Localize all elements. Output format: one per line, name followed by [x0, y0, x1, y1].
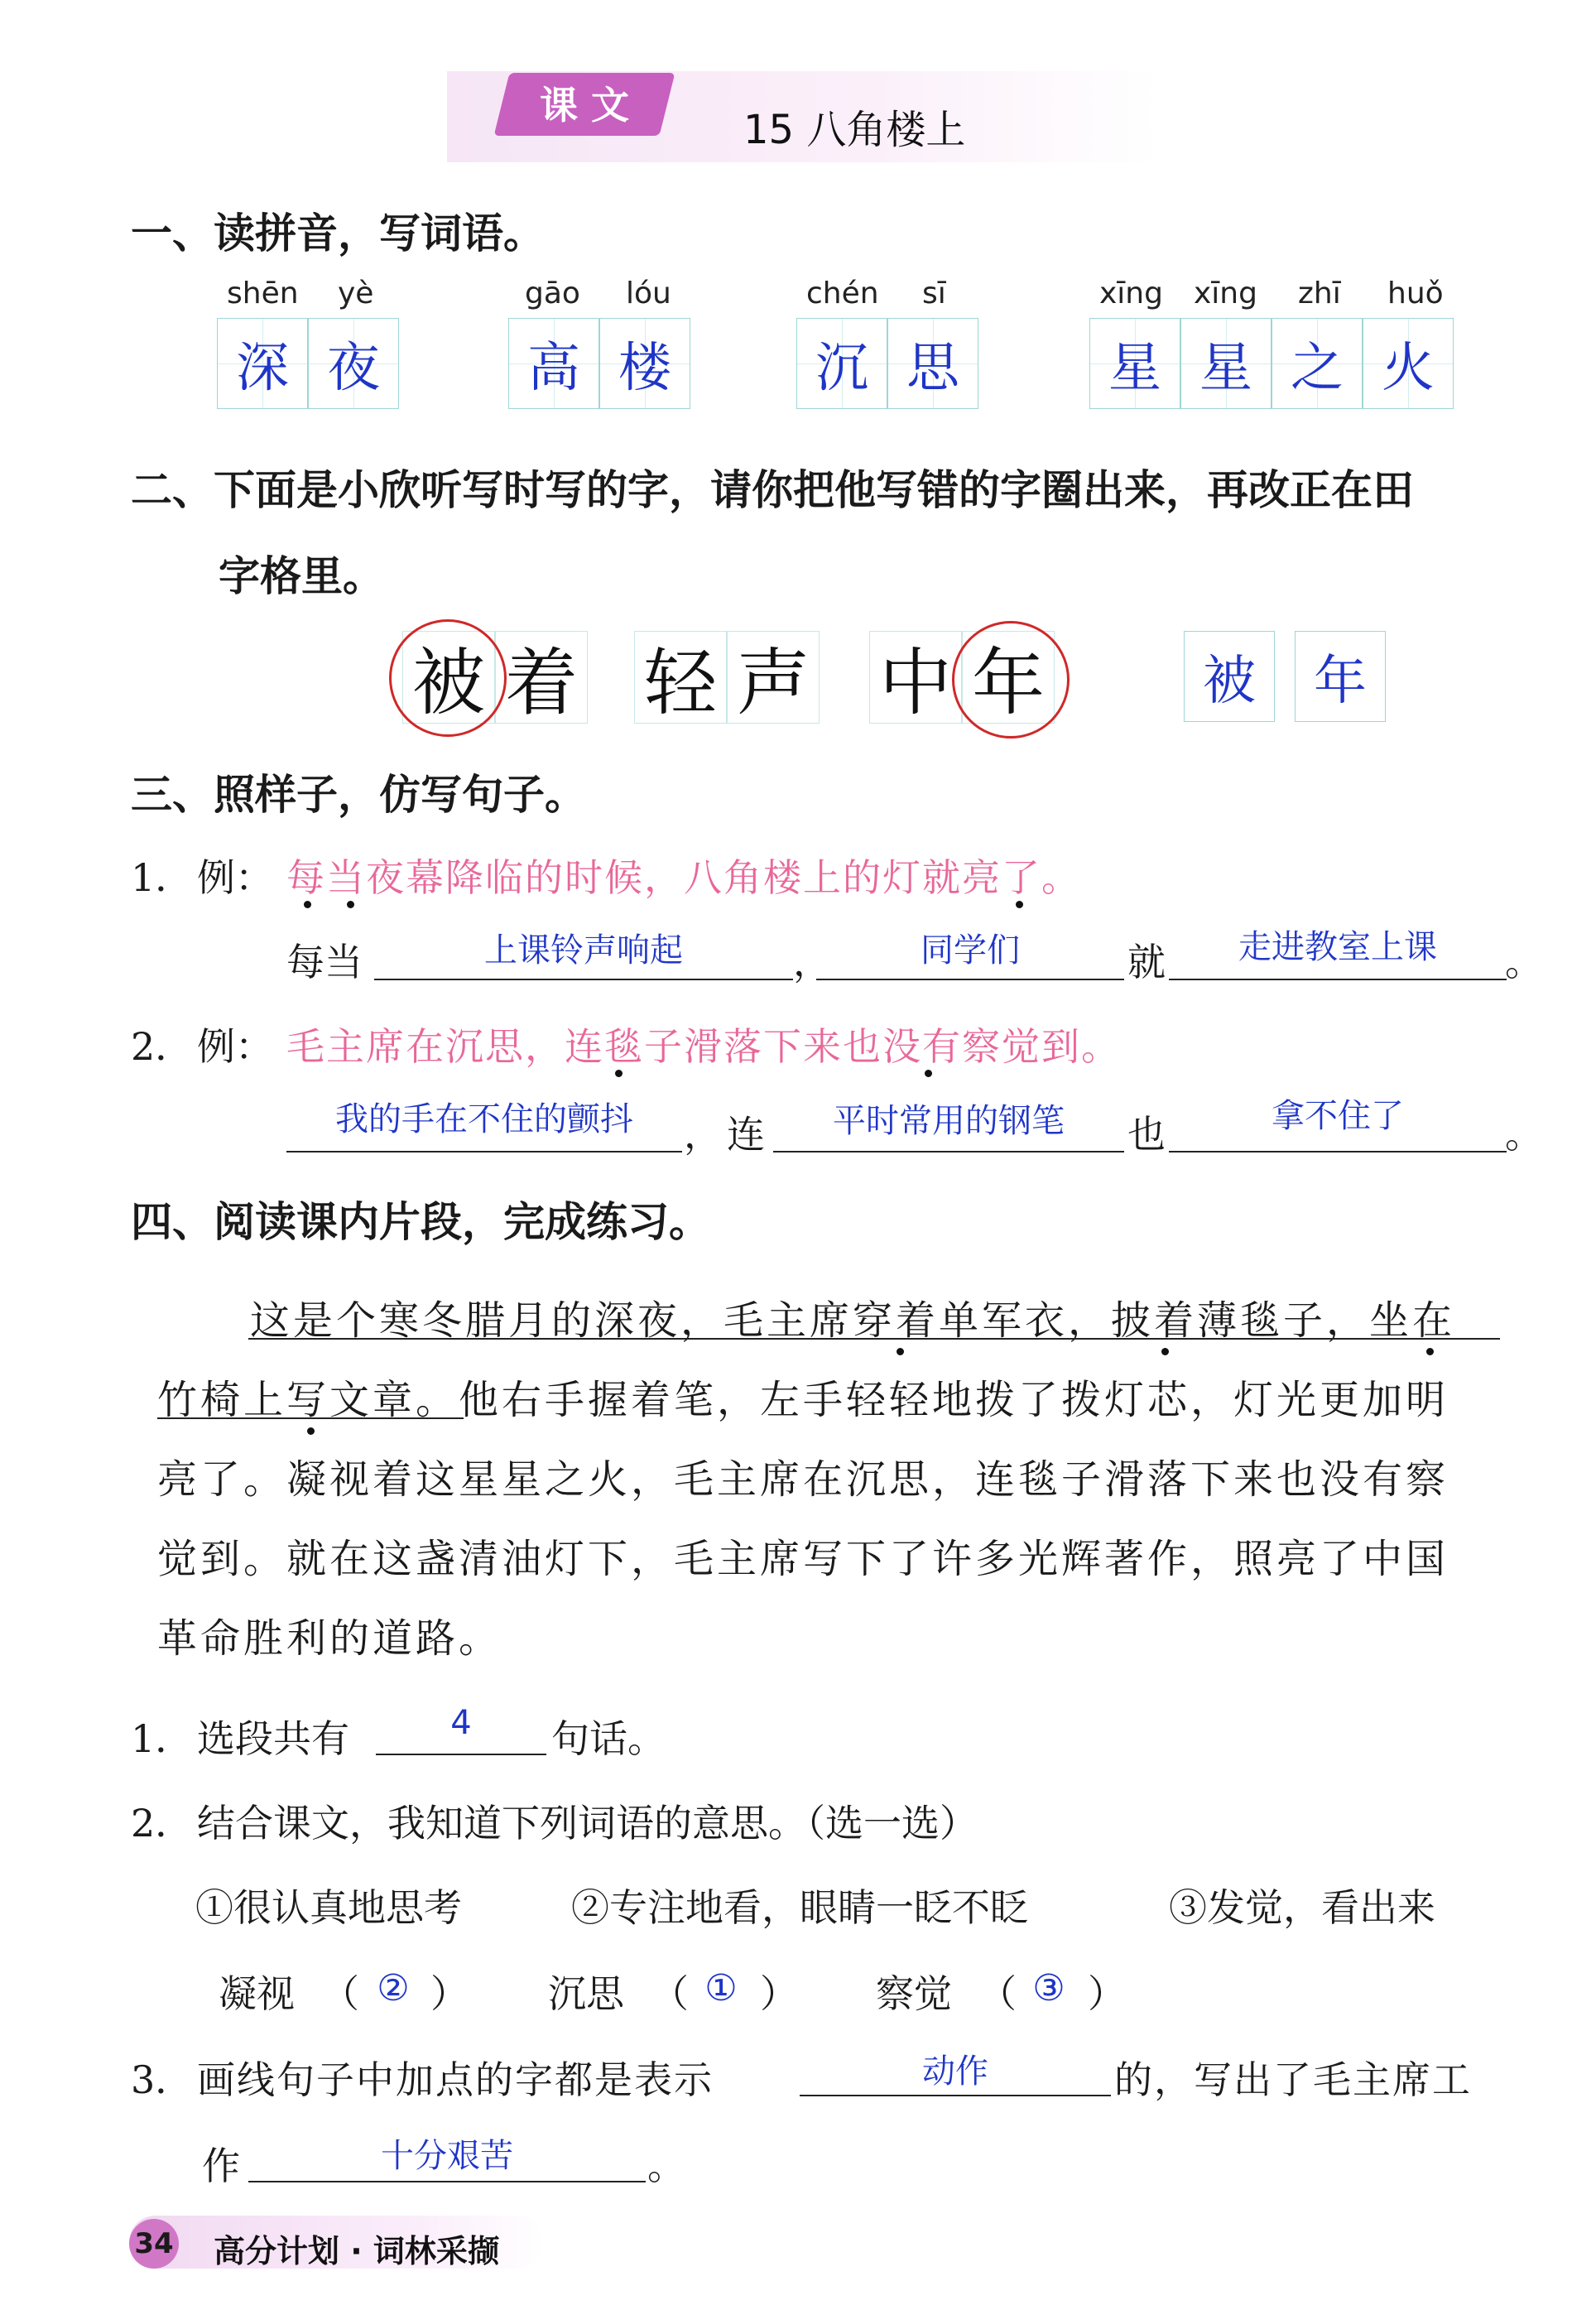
passage-line: 这是个寒冬腊月的深夜，毛主席穿着单军衣，披着薄毯子，坐在	[250, 1297, 1456, 1344]
vocab-word: 沉思	[548, 1971, 624, 2016]
section-2-title-cont: 字格里。	[219, 552, 384, 600]
answer-text: 平时常用的钢笔	[833, 1102, 1065, 1140]
section-3-title: 三、照样子，仿写句子。	[131, 771, 586, 819]
pinyin: xīng	[1194, 277, 1257, 310]
answer-char-box: 夜	[308, 318, 399, 409]
emphasis-dot	[1426, 1348, 1434, 1355]
answer-char-box: 星	[1180, 318, 1272, 409]
pinyin: shēn	[227, 277, 299, 310]
answer-char-box: 火	[1363, 318, 1454, 409]
q-number: 2．	[131, 1801, 194, 1845]
error-circle	[952, 621, 1070, 739]
bracket-open: （	[651, 1971, 689, 2016]
q-number: 3．	[131, 2057, 194, 2102]
answer-text: 动作	[922, 2052, 988, 2091]
error-circle	[389, 619, 507, 737]
question-text: 画线句子中加点的字都是表示	[197, 2057, 714, 2102]
answer-char-box: 思	[887, 318, 978, 409]
section-2-title: 二、下面是小欣听写时写的字，请你把他写错的字圈出来，再改正在田	[131, 466, 1414, 514]
question-text: 句话。	[551, 1716, 666, 1761]
answer-char-box: 沉	[796, 318, 887, 409]
answer-text: 十分艰苦	[381, 2137, 513, 2175]
book-title: 高分计划 · 词林采撷	[214, 2233, 499, 2269]
bracket-close: ）	[430, 1971, 469, 2016]
emphasis-dot	[307, 1427, 315, 1435]
pinyin: huǒ	[1387, 277, 1444, 310]
answer-char-box: 高	[508, 318, 599, 409]
example-sentence: 每当夜幕降临的时候，八角楼上的灯就亮了。	[286, 855, 1081, 900]
answer-char-box: 星	[1089, 318, 1180, 409]
period: 。	[1505, 1112, 1543, 1157]
bracket-open: （	[321, 1971, 359, 2016]
emphasis-dot	[615, 1070, 623, 1077]
comma: ，	[684, 1112, 722, 1157]
section-4-title: 四、阅读课内片段，完成练习。	[131, 1198, 710, 1246]
example-label: 例：	[197, 855, 273, 900]
answer-text: ③	[1032, 1967, 1065, 2009]
page-number: 34	[129, 2219, 179, 2269]
lesson-badge-label: 课 文	[539, 83, 629, 128]
lesson-title: 15 八角楼上	[743, 107, 966, 153]
answer-char-box: 之	[1272, 318, 1363, 409]
emphasis-dot	[304, 901, 311, 908]
connector: 也	[1127, 1112, 1166, 1157]
passage-underline	[248, 1293, 1500, 1340]
bracket-close: ）	[760, 1971, 798, 2016]
answer-text: ①	[704, 1967, 738, 2009]
q-number: 1．	[131, 1716, 194, 1761]
pinyin: chén	[806, 277, 879, 310]
pinyin: lóu	[626, 277, 671, 310]
q-number: 1．	[131, 855, 194, 900]
answer-text: 走进教室上课	[1238, 928, 1437, 966]
section-1-title: 一、读拼音，写词语。	[131, 209, 545, 257]
emphasis-dot	[1016, 901, 1023, 908]
question-text: 选段共有	[197, 1716, 349, 1761]
dictation-char: 着	[495, 631, 588, 724]
comma: ，	[793, 940, 831, 984]
emphasis-dot	[347, 901, 354, 908]
pinyin: sī	[922, 277, 946, 310]
answer-char-box: 深	[217, 318, 308, 409]
option: ③发觉，看出来	[1169, 1885, 1435, 1930]
answer-text: 我的手在不住的颤抖	[335, 1100, 633, 1138]
period: 。	[1505, 940, 1543, 984]
question-text: 作	[202, 2144, 240, 2188]
emphasis-dot	[897, 1348, 904, 1355]
connector: 就	[1127, 940, 1166, 984]
example-sentence: 毛主席在沉思，连毯子滑落下来也没有察觉到。	[286, 1024, 1121, 1069]
dictation-char: 年	[962, 631, 1055, 724]
emphasis-dot	[925, 1070, 932, 1077]
bracket-close: ）	[1088, 1971, 1126, 2016]
option: ①很认真地思考	[195, 1885, 462, 1930]
pinyin: xīng	[1099, 277, 1163, 310]
passage-line: 竹椅上写文章。他右手握着笔，左手轻轻地拨了拨灯芯，灯光更加明	[157, 1377, 1449, 1423]
answer-text: 4	[450, 1704, 472, 1742]
passage-line: 觉到。就在这盏清油灯下，毛主席写下了许多光辉著作，照亮了中国	[157, 1536, 1449, 1582]
pinyin: gāo	[525, 277, 580, 310]
answer-char-box: 楼	[599, 318, 690, 409]
answer-text: 同学们	[921, 931, 1020, 970]
passage-line: 革命胜利的道路。	[157, 1615, 502, 1662]
question-text: 结合课文，我知道下列词语的意思。（选一选）	[197, 1801, 978, 1845]
pinyin: zhī	[1298, 277, 1341, 310]
correction-box: 被	[1184, 631, 1275, 722]
pinyin: yè	[338, 277, 374, 310]
answer-text: 上课铃声响起	[484, 931, 683, 970]
emphasis-dot	[1161, 1348, 1169, 1355]
example-label: 例：	[197, 1024, 273, 1069]
passage-line: 亮了。凝视着这星星之火，毛主席在沉思，连毯子滑落下来也没有察	[157, 1456, 1449, 1503]
dictation-char: 中	[869, 631, 962, 724]
passage-underline	[157, 1373, 464, 1419]
answer-text: ②	[377, 1967, 410, 2009]
dictation-char: 声	[727, 631, 820, 724]
sentence-prefix: 每当	[286, 940, 363, 984]
vocab-word: 察觉	[876, 1971, 952, 2016]
period: 。	[647, 2144, 685, 2188]
question-text: 的，写出了毛主席工	[1114, 2057, 1472, 2102]
answer-text: 拿不住了	[1272, 1097, 1404, 1135]
option: ②专注地看，眼睛一眨不眨	[571, 1885, 1028, 1930]
q-number: 2．	[131, 1024, 194, 1069]
dictation-char: 被	[402, 631, 495, 724]
dictation-char: 轻	[634, 631, 727, 724]
vocab-word: 凝视	[219, 1971, 295, 2016]
bracket-open: （	[978, 1971, 1017, 2016]
correction-box: 年	[1295, 631, 1386, 722]
connector: 连	[727, 1112, 765, 1157]
